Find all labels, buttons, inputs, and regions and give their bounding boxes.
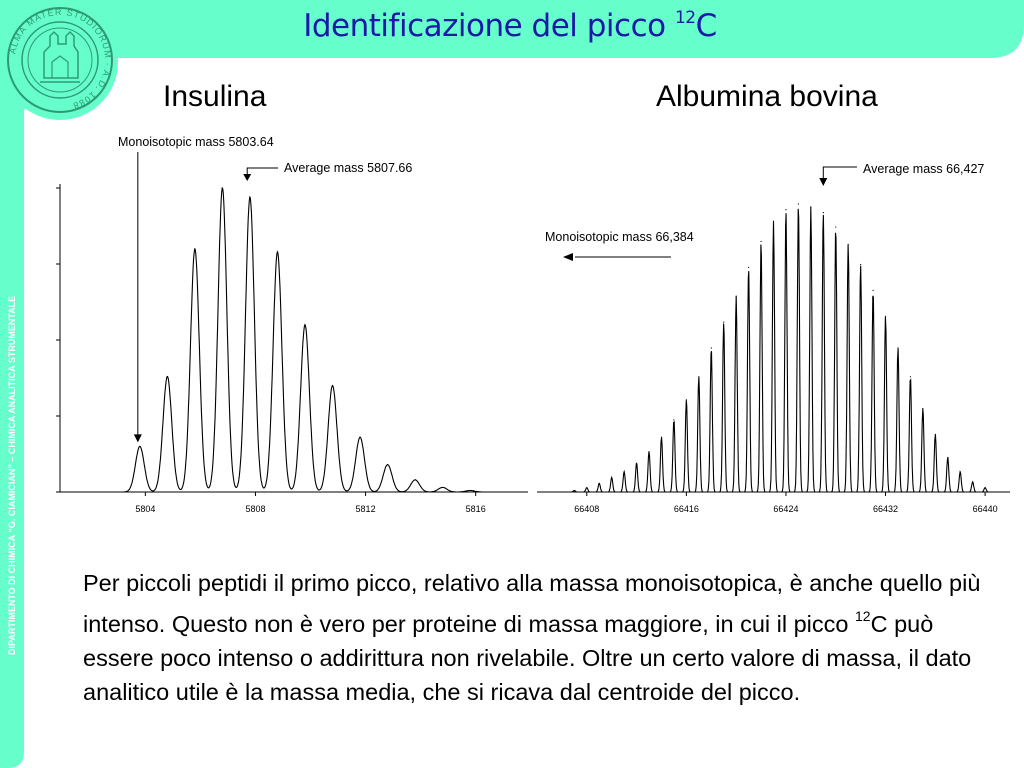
albumin-peak-18 [798, 203, 799, 204]
sidebar-department-text: DIPARTIMENTO DI CHIMICA “G. CIAMICIAN” – CHIMICA ANALITICA STRUMENTALE [7, 295, 17, 655]
albumin-peak-21 [835, 226, 836, 227]
insulin-annotation-average-arrow-line [247, 168, 278, 176]
paragraph-superscript: 12 [855, 607, 871, 624]
albumin-annotation-average-label: Average mass 66,427 [863, 162, 985, 176]
albumin-peak-23 [860, 264, 861, 265]
albumin-peak-20 [823, 212, 824, 213]
slide-title-superscript: 12 [674, 7, 696, 28]
insulin-spectrum-trace [60, 188, 528, 492]
insulin-peak-9 [387, 464, 388, 465]
slide-title-tail: C [695, 8, 717, 44]
insulin-annotation-monoisotopic-arrow-head [134, 434, 142, 442]
insulin-peak-5 [277, 251, 278, 252]
paragraph-part-1: Per piccoli peptidi il primo picco, relativo alla massa monoisotopica, è anche quello più intenso. Questo non è vero per proteine di massa maggiore, in cui il picco [83, 570, 981, 637]
albumin-peak-17 [785, 209, 786, 210]
explanation-paragraph [83, 566, 983, 710]
insulin-peak-3 [222, 187, 223, 188]
albumin-x-tick-label-2: 66424 [773, 504, 799, 514]
albumin-annotation-average-arrow-head [819, 178, 827, 186]
albumin-spectrum-trace [537, 207, 1010, 492]
albumin-peak-10 [698, 376, 699, 377]
albumin-x-tick-label-1: 66416 [673, 504, 699, 514]
albumin-peak-12 [723, 321, 724, 322]
albumin-x-tick-label-0: 66408 [574, 504, 600, 514]
insulin-annotation-average-label: Average mass 5807.66 [284, 161, 413, 175]
albumin-peak-33 [985, 487, 986, 488]
albumin-peak-4 [624, 471, 625, 472]
insulin-x-tick-label-0: 5804 [135, 504, 156, 514]
albumin-peak-31 [960, 471, 961, 472]
insulin-peak-4 [249, 197, 250, 198]
insulin-peak-8 [359, 437, 360, 438]
albumin-x-tick-label-3: 66432 [873, 504, 899, 514]
albumin-peak-30 [947, 457, 948, 458]
insulin-mass-spectrum-chart [30, 130, 540, 530]
albumin-peak-6 [648, 451, 649, 452]
albumin-peak-3 [611, 477, 612, 478]
insulin-annotation-monoisotopic-label: Monoisotopic mass 5803.64 [118, 135, 274, 149]
albumin-annotation-monoisotopic-label: Monoisotopic mass 66,384 [545, 230, 694, 244]
albumin-peak-14 [748, 267, 749, 268]
insulin-peak-11 [442, 487, 443, 488]
albumin-peak-24 [872, 290, 873, 291]
albumin-peak-5 [636, 463, 637, 464]
subtitle-insulin: Insulina [163, 80, 267, 113]
albumin-peak-22 [848, 244, 849, 245]
insulin-x-tick-label-3: 5816 [465, 504, 486, 514]
albumin-peak-13 [736, 296, 737, 297]
albumin-peak-25 [885, 316, 886, 317]
insulin-peak-0 [139, 446, 140, 447]
insulin-peak-2 [194, 248, 195, 249]
albumin-peak-15 [760, 241, 761, 242]
albumin-peak-26 [897, 347, 898, 348]
insulin-annotation-average-arrow-head [243, 174, 251, 181]
paragraph-part-2: C può essere poco intenso o addirittura non rivelabile. Oltre un certo valore di massa, il dato analitico utile è la massa media, che si ricava dal centroide del picco. [83, 610, 972, 706]
albumin-peak-28 [922, 408, 923, 409]
albumin-peak-19 [810, 206, 811, 207]
albumin-peak-2 [599, 483, 600, 484]
albumin-peak-27 [910, 376, 911, 377]
slide-title [140, 8, 880, 44]
albumin-peak-16 [773, 221, 774, 222]
insulin-x-tick-label-1: 5808 [245, 504, 266, 514]
insulin-peak-1 [167, 376, 168, 377]
sidebar-department-label [2, 150, 20, 670]
albumin-peak-0 [574, 490, 575, 491]
albumin-annotation-average-arrow-line [823, 167, 857, 180]
albumin-peak-7 [661, 437, 662, 438]
albumin-peak-1 [586, 487, 587, 488]
logo-text: ALMA MATER STUDIORUM · A.D. 1088 [7, 6, 114, 112]
albumin-peak-9 [686, 399, 687, 400]
insulin-peak-7 [332, 385, 333, 386]
insulin-peak-6 [304, 324, 305, 325]
albumin-peak-8 [673, 419, 674, 420]
insulin-peak-10 [415, 479, 416, 480]
insulin-x-tick-label-2: 5812 [355, 504, 376, 514]
slide-title-text: Identificazione del picco [303, 8, 675, 44]
albumin-peak-11 [711, 347, 712, 348]
insulin-peak-12 [470, 490, 471, 491]
albumin-peak-32 [972, 481, 973, 482]
albumin-annotation-monoisotopic-arrow-head [563, 253, 573, 261]
subtitle-albumin: Albumina bovina [656, 80, 878, 113]
albumin-mass-spectrum-chart [535, 150, 1020, 530]
albumin-x-tick-label-4: 66440 [972, 504, 998, 514]
albumin-peak-29 [935, 434, 936, 435]
